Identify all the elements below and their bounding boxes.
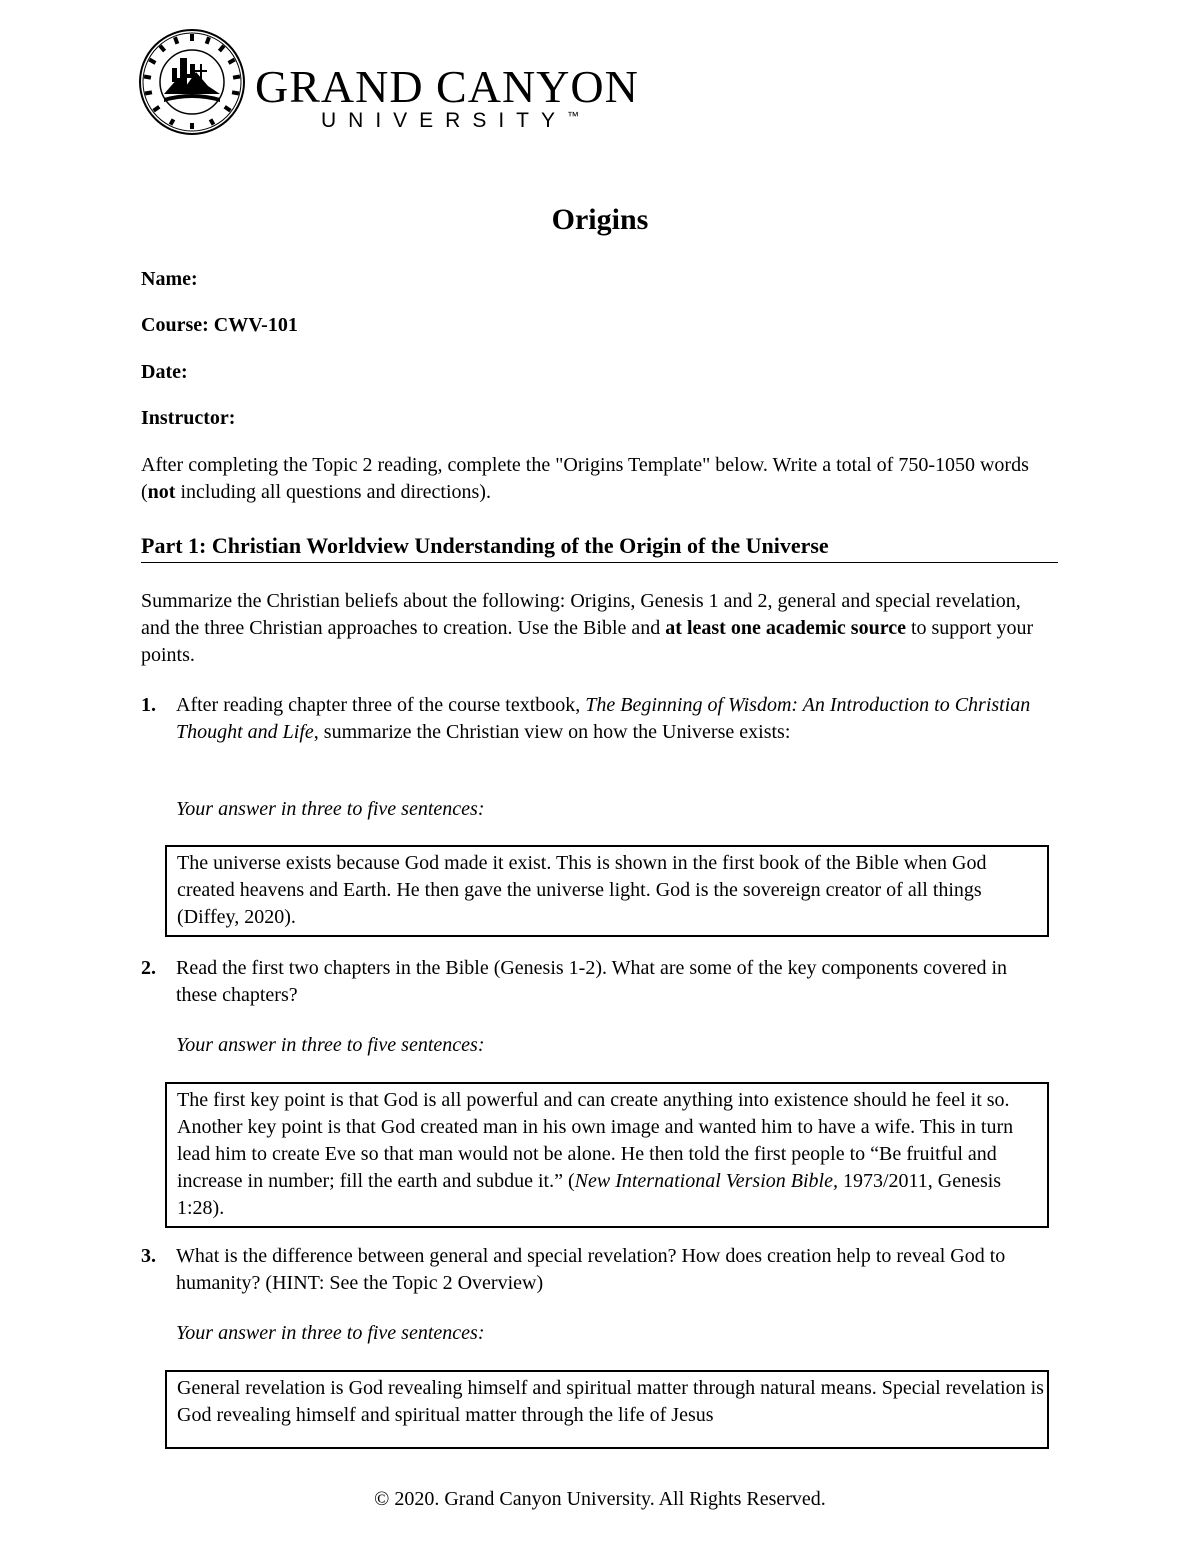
- answer-box-1[interactable]: The universe exists because God made it exist. This is shown in the first book of the Bible when God created heavens and Earth. He then gave the universe light. God is the sovereign creator of all things (Diffey, 2020).: [165, 845, 1049, 937]
- trademark-symbol: ™: [567, 109, 580, 123]
- university-logo: [138, 28, 638, 138]
- brand-subtitle: UNIVERSITY™: [321, 109, 580, 132]
- copyright-footer: © 2020. Grand Canyon University. All Rights Reserved.: [374, 1488, 826, 1510]
- question-text: After reading chapter three of the course textbook, The Beginning of Wisdom: An Introduction to Christian Thought and Life, summarize the Christian view on how the Universe exists:: [176, 694, 1031, 743]
- question-1: [141, 692, 1051, 746]
- part1-instructions: Summarize the Christian beliefs about the following: Origins, Genesis 1 and 2, general and special revelation, and the three Christian approaches to creation. Use the Bible and at least one academic source to support your points.: [141, 590, 1034, 666]
- answer-prompt-1: Your answer in three to five sentences:: [176, 798, 485, 820]
- date-field-label: Date:: [141, 361, 188, 383]
- question-2: [141, 955, 1051, 1009]
- textbook-title: The Beginning of Wisdom: An Introduction to Christian Thought and Life: [176, 694, 1031, 743]
- question-number: 3.: [141, 1245, 156, 1267]
- part1-instructions-bold: at least one academic source: [665, 617, 906, 639]
- part1-heading: Part 1: Christian Worldview Understanding of the Origin of the Universe: [141, 533, 1058, 563]
- question-text: Read the first two chapters in the Bible (Genesis 1-2). What are some of the key components covered in these chapters?: [176, 957, 1008, 1006]
- answer-box-2[interactable]: The first key point is that God is all powerful and can create anything into existence should he feel it so. Another key point is that God created man in his own image and wanted him to have a wife. This in turn lead him to create Eve so that man would not be alone. He then told the first people to “Be fruitful and increase in number; fill the earth and subdue it.” (New International Version Bible, 1973/2011, Genesis 1:28).: [165, 1082, 1049, 1228]
- instructor-field-label: Instructor:: [141, 407, 236, 429]
- question-3: [141, 1243, 1051, 1297]
- answer-prompt-2: Your answer in three to five sentences:: [176, 1034, 485, 1056]
- question-number: 2.: [141, 957, 156, 979]
- page-title: Origins: [551, 203, 649, 236]
- intro-bold-not: not: [147, 481, 176, 503]
- question-number: 1.: [141, 694, 156, 716]
- question-text: What is the difference between general and special revelation? How does creation help to reveal God to humanity? (HINT: See the Topic 2 Overview): [176, 1245, 1006, 1294]
- answer-box-3[interactable]: General revelation is God revealing himself and spiritual matter through natural means. Special revelation is God revealing himself and spiritual matter through the life of Jesus: [165, 1370, 1049, 1449]
- name-field-label: Name:: [141, 268, 198, 290]
- university-seal-icon: [138, 28, 246, 136]
- brand-name: GRAND CANYON: [255, 61, 639, 112]
- bible-citation-italic: New International Version Bible,: [574, 1170, 838, 1192]
- answer-prompt-3: Your answer in three to five sentences:: [176, 1322, 485, 1344]
- intro-paragraph: After completing the Topic 2 reading, complete the "Origins Template" below. Write a total of 750-1050 words (not including all questions and directions).: [141, 454, 1029, 503]
- course-field-label: Course: CWV-101: [141, 314, 298, 336]
